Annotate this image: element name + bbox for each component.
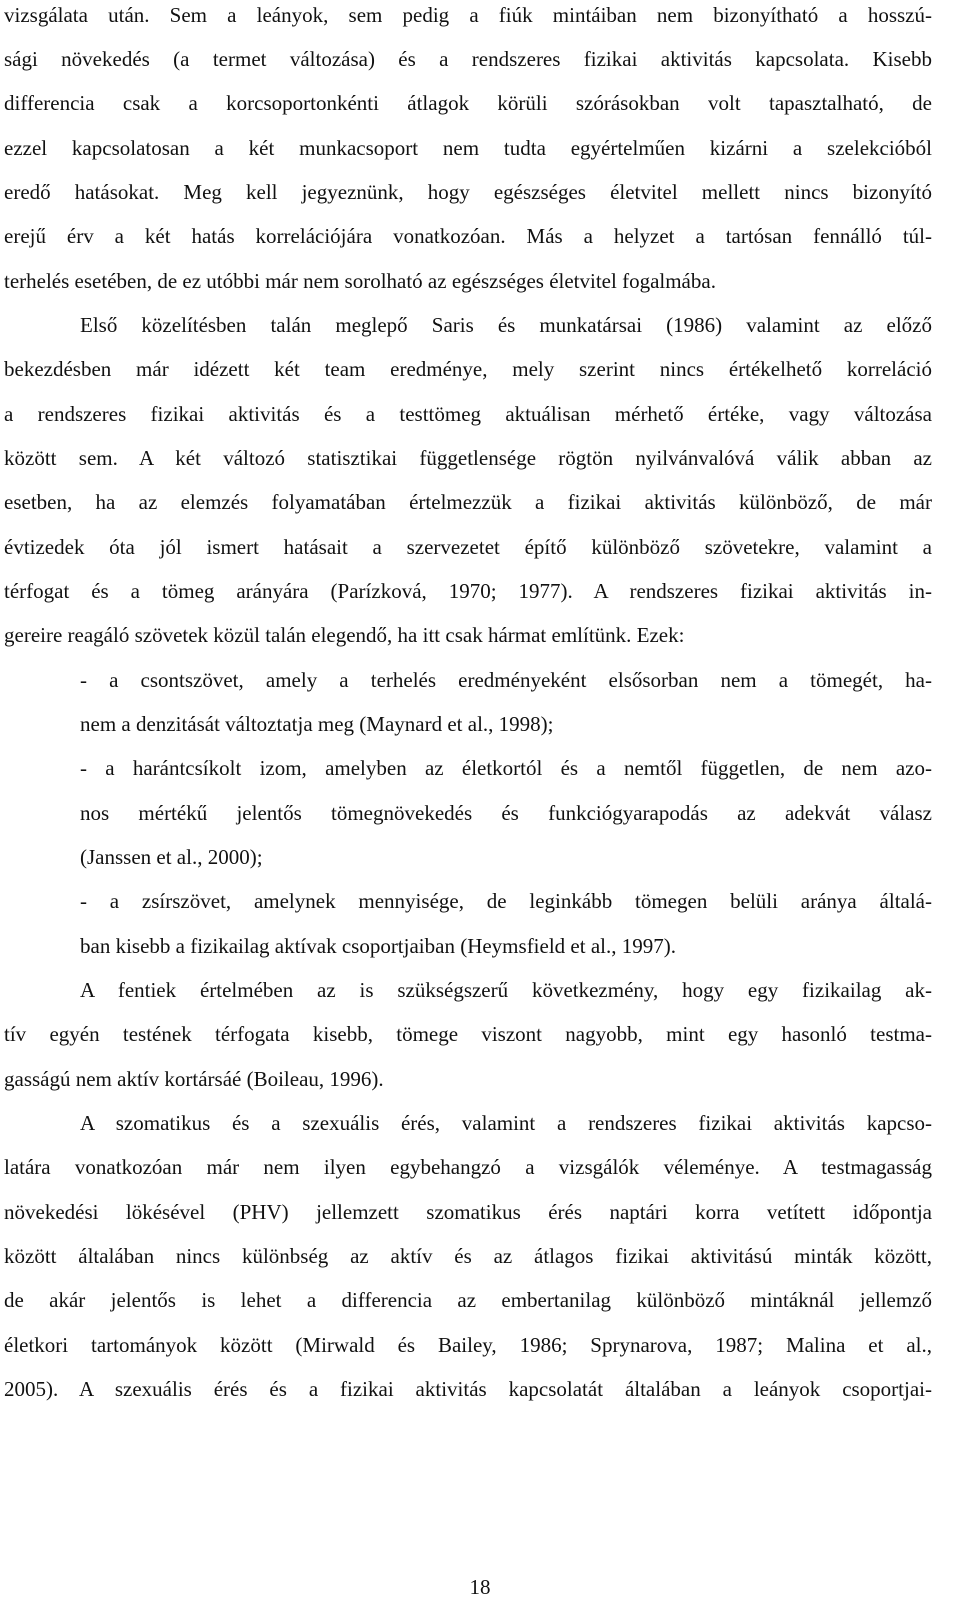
list-item-muscle: - a harántcsíkolt izom, amelyben az életkortól és a nemtől független, de nem azo- xyxy=(80,756,932,780)
list-item-continuation: nem a denzitását változtatja meg (Maynard et al., 1998); xyxy=(80,712,554,736)
list-item-continuation: nos mértékű jelentős tömegnövekedés és funkciógyarapodás az adekvát válasz xyxy=(80,801,932,825)
paragraph-first-line: A fentiek értelmében az is szükségszerű következmény, hogy egy fizikailag ak- xyxy=(80,978,932,1002)
text-line: térfogat és a tömeg arányára (Parízková, 1970; 1977). A rendszeres fizikai aktivitás in- xyxy=(4,579,932,603)
text-line: sági növekedés (a termet változása) és a rendszeres fizikai aktivitás kapcsolata. Kisebb xyxy=(4,47,932,71)
text-line: növekedési lökésével (PHV) jellemzett szomatikus érés naptári korra vetített időpontja xyxy=(4,1200,932,1224)
list-item-fat: - a zsírszövet, amelynek mennyisége, de leginkább tömegen belüli aránya általá- xyxy=(80,889,932,913)
list-item-continuation: ban kisebb a fizikailag aktívak csoportjaiban (Heymsfield et al., 1997). xyxy=(80,934,676,958)
text-line: között sem. A két változó statisztikai függetlensége rögtön nyilvánvalóvá válik abban az xyxy=(4,446,932,470)
text-line: de akár jelentős is lehet a differencia az embertanilag különböző mintáknál jellemző xyxy=(4,1288,932,1312)
paragraph-first-line: A szomatikus és a szexuális érés, valamint a rendszeres fizikai aktivitás kapcso- xyxy=(80,1111,932,1135)
text-line: a rendszeres fizikai aktivitás és a testtömeg aktuálisan mérhető értéke, vagy változása xyxy=(4,402,932,426)
text-line: ezzel kapcsolatosan a két munkacsoport nem tudta egyértelműen kizárni a szelekcióból xyxy=(4,136,932,160)
text-line: között általában nincs különbség az aktív és az átlagos fizikai aktivitású minták között, xyxy=(4,1244,932,1268)
text-line: 2005). A szexuális érés és a fizikai aktivitás kapcsolatát általában a leányok csoportjai- xyxy=(4,1377,932,1401)
text-line: gasságú nem aktív kortársáé (Boileau, 1996). xyxy=(4,1067,384,1091)
text-line: eredő hatásokat. Meg kell jegyeznünk, hogy egészséges életvitel mellett nincs bizonyító xyxy=(4,180,932,204)
list-item-bone: - a csontszövet, amely a terhelés eredményeként elsősorban nem a tömegét, ha- xyxy=(80,668,932,692)
text-line: terhelés esetében, de ez utóbbi már nem sorolható az egészséges életvitel fogalmába. xyxy=(4,269,716,293)
text-line: latára vonatkozóan már nem ilyen egybehangzó a vizsgálók véleménye. A testmagasság xyxy=(4,1155,932,1179)
text-line: bekezdésben már idézett két team eredménye, mely szerint nincs értékelhető korreláció xyxy=(4,357,932,381)
text-line: évtizedek óta jól ismert hatásait a szervezetet építő különböző szövetekre, valamint a xyxy=(4,535,932,559)
paragraph-first-line: Első közelítésben talán meglepő Saris és munkatársai (1986) valamint az előző xyxy=(80,313,932,337)
text-line: esetben, ha az elemzés folyamatában értelmezzük a fizikai aktivitás különböző, de már xyxy=(4,490,932,514)
list-item-continuation: (Janssen et al., 2000); xyxy=(80,845,263,869)
text-line: tív egyén testének térfogata kisebb, tömege viszont nagyobb, mint egy hasonló testma- xyxy=(4,1022,932,1046)
page-number: 18 xyxy=(469,1575,491,1599)
text-line: erejű érv a két hatás korrelációjára vonatkozóan. Más a helyzet a tartósan fennálló túl- xyxy=(4,224,932,248)
text-line: életkori tartományok között (Mirwald és Bailey, 1986; Sprynarova, 1987; Malina et al., xyxy=(4,1333,932,1357)
text-line: gereire reagáló szövetek közül talán elegendő, ha itt csak hármat említünk. Ezek: xyxy=(4,623,685,647)
text-line: differencia csak a korcsoportonkénti átlagok körüli szórásokban volt tapasztalható, de xyxy=(4,91,932,115)
text-line: vizsgálata után. Sem a leányok, sem pedig a fiúk mintáiban nem bizonyítható a hosszú- xyxy=(4,3,932,27)
